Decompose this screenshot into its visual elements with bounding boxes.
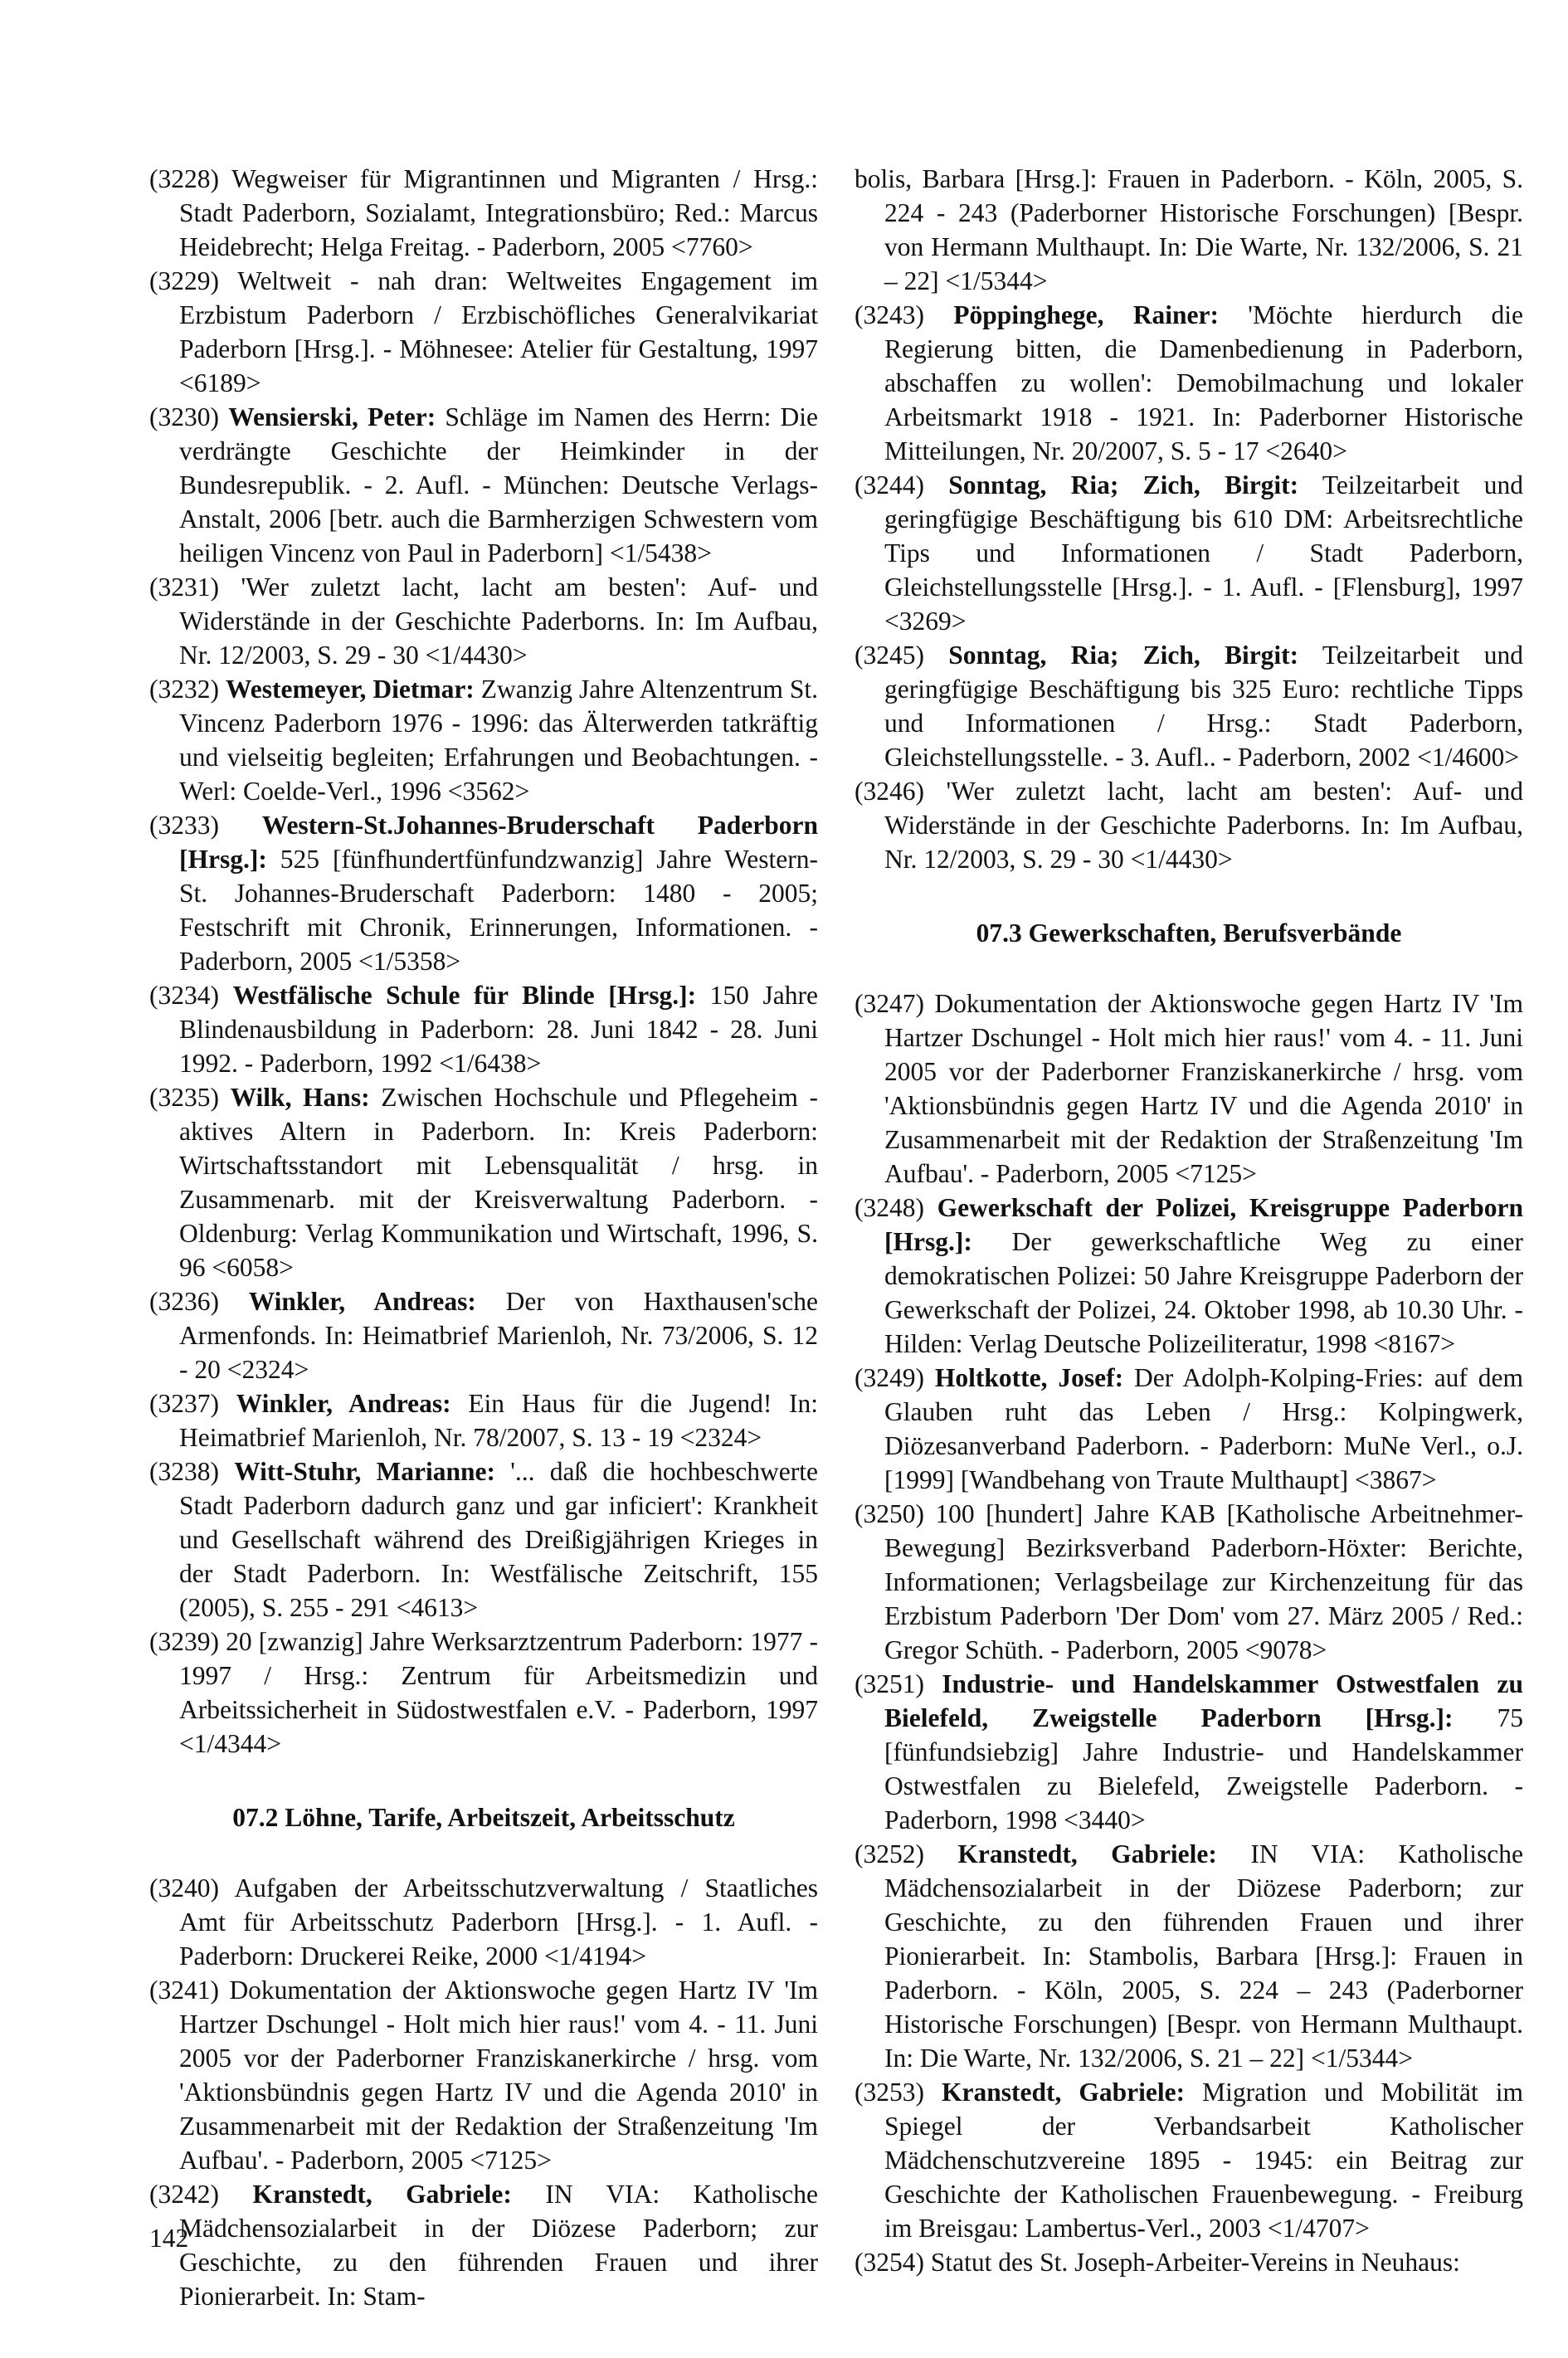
entry-author: Sonntag, Ria; Zich, Birgit: [948, 470, 1299, 499]
bibliography-entry [149, 2177, 818, 2313]
entry-text: 100 [hundert] Jahre KAB [Katholische Arbeitnehmer-Bewegung] Bezirksverband Paderborn-Höxter: Berichte, Informationen; Verlagsbeilage zur Kirchenzeitung für das Erzbistum Paderborn 'Der Dom' vom 27. März 2005 / Red.: Gregor Schüth. - Paderborn, 2005 <9078> [884, 1499, 1523, 1664]
bibliography-entry [149, 1454, 818, 1625]
bibliography-entry [149, 1871, 818, 1973]
entry-author: Western-St.Johannes-Bruderschaft Paderborn [Hrsg.]: [179, 811, 818, 874]
bibliography-entry [149, 1973, 818, 2177]
bibliography-entry [855, 468, 1523, 638]
bibliography-entry [855, 1191, 1523, 1361]
entry-author: Holtkotte, Josef: [934, 1363, 1124, 1392]
entry-text: '... daß die hochbeschwerte Stadt Paderborn dadurch ganz und gar inficiert': Krankheit und Gesellschaft während des Dreißigjährigen Krieges in der Stadt Paderborn. In: Westfälische Zeitschrift, 155 (2005), S. 255 - 291 <4613> [179, 1457, 819, 1622]
entry-text: IN VIA: Katholische Mädchensozialarbeit in der Diözese Paderborn; zur Geschichte, zu den führenden Frauen und ihrer Pionierarbeit. In: Stam- [179, 2180, 819, 2311]
entry-number: (3245) [855, 641, 924, 670]
entry-number: (3239) [149, 1627, 219, 1656]
entry-author: Gewerkschaft der Polizei, Kreisgruppe Paderborn [Hrsg.]: [884, 1193, 1523, 1256]
bibliography-entry [149, 1080, 818, 1284]
entry-number: (3232) [149, 675, 219, 704]
entry-text: Dokumentation der Aktionswoche gegen Hartz IV 'Im Hartzer Dschungel - Holt mich hier raus!' vom 4. - 11. Juni 2005 vor der Paderborner Franziskanerkirche / hrsg. vom 'Aktionsbündnis gegen Hartz IV und die Agenda 2010' in Zusammenarbeit mit der Redaktion der Straßenzeitung 'Im Aufbau'. - Paderborn, 2005 <7125> [179, 1976, 819, 2175]
bibliography-entry [149, 1386, 818, 1454]
entry-text: Ein Haus für die Jugend! In: Heimatbrief Marienloh, Nr. 78/2007, S. 13 - 19 <2324> [179, 1389, 818, 1452]
bibliography-entry [855, 638, 1523, 774]
bibliography-entry [149, 808, 818, 978]
entry-text: 525 [fünfhundertfünfundzwanzig] Jahre Western-St. Johannes-Bruderschaft Paderborn: 1480 - 2005; Festschrift mit Chronik, Erinnerungen, Informationen. - Paderborn, 2005 <1/5358> [179, 845, 818, 976]
entry-author: Westfälische Schule für Blinde [Hrsg.]: [232, 981, 697, 1010]
entry-number: (3237) [149, 1389, 219, 1418]
entry-number: (3247) [855, 989, 924, 1018]
entry-author: Wensierski, Peter: [228, 402, 436, 431]
entry-number: (3252) [855, 1839, 924, 1868]
bibliography-entry [855, 298, 1523, 468]
entry-number: (3249) [855, 1363, 924, 1392]
entry-number: (3234) [149, 981, 219, 1010]
entry-text: Statut des St. Joseph-Arbeiter-Vereins in Neuhaus: [930, 2248, 1460, 2277]
entry-text: Dokumentation der Aktionswoche gegen Hartz IV 'Im Hartzer Dschungel - Holt mich hier raus!' vom 4. - 11. Juni 2005 vor der Paderborner Franziskanerkirche / hrsg. vom 'Aktionsbündnis gegen Hartz IV und die Agenda 2010' in Zusammenarbeit mit der Redaktion der Straßenzeitung 'Im Aufbau'. - Paderborn, 2005 <7125> [884, 989, 1524, 1188]
section-heading: 07.3 Gewerkschaften, Berufsverbände [976, 918, 1402, 948]
left-column [149, 162, 818, 2313]
bibliography-entry [149, 1284, 818, 1386]
bibliography-entry [149, 672, 818, 808]
bibliography-entry [855, 1837, 1523, 2075]
entry-number: (3230) [149, 402, 219, 431]
bibliography-entry [149, 570, 818, 672]
bibliography-entry [855, 774, 1523, 876]
entry-text: IN VIA: Katholische Mädchensozialarbeit in der Diözese Paderborn; zur Geschichte, zu den führenden Frauen und ihrer Pionierarbeit. In: Stambolis, Barbara [Hrsg.]: Frauen in Paderborn. - Köln, 2005, S. 224 – 243 (Paderborner Historische Forschungen) [Bespr. von Hermann Multhaupt. In: Die Warte, Nr. 132/2006, S. 21 – 22] <1/5344> [884, 1839, 1524, 2073]
bibliography-entry [149, 264, 818, 400]
section-heading: 07.2 Löhne, Tarife, Arbeitszeit, Arbeitsschutz [232, 1803, 735, 1832]
entry-text: Migration und Mobilität im Spiegel der Verbandsarbeit Katholischer Mädchenschutzvereine 1895 - 1945: ein Beitrag zur Geschichte der Katholischen Frauenbewegung. - Freiburg im Breisgau: Lambertus-Verl., 2003 <1/4707> [884, 2078, 1523, 2243]
bibliography-entry [855, 1361, 1523, 1497]
bibliography-entry [855, 1497, 1523, 1667]
entry-number: (3253) [855, 2078, 924, 2107]
entry-text: 150 Jahre Blindenausbildung in Paderborn: 28. Juni 1842 - 28. Juni 1992. - Paderborn, 1992 <1/6438> [179, 981, 818, 1078]
entry-text: 75 [fünfundsiebzig] Jahre Industrie- und Handelskammer Ostwestfalen zu Bielefeld, Zweigstelle Paderborn. - Paderborn, 1998 <3440> [884, 1703, 1523, 1834]
entry-text: 'Möchte hierdurch die Regierung bitten, die Damenbedienung in Paderborn, abschaffen zu wollen': Demobilmachung und lokaler Arbeitsmarkt 1918 - 1921. In: Paderborner Historische Mitteilungen, Nr. 20/2007, S. 5 - 17 <2640> [884, 300, 1523, 465]
entry-number: (3250) [855, 1499, 924, 1528]
entry-continuation [855, 162, 1523, 298]
bibliography-entry [149, 978, 818, 1080]
entry-text: Der Adolph-Kolping-Fries: auf dem Glauben ruht das Leben / Hrsg.: Kolpingwerk, Diözesanverband Paderborn. - Paderborn: MuNe Verl., o.J. [1999] [Wandbehang von Traute Multhaupt] <3867> [884, 1363, 1524, 1494]
entry-author: Winkler, Andreas: [236, 1389, 451, 1418]
entry-author: Westemeyer, Dietmar: [225, 675, 475, 704]
entry-text: Aufgaben der Arbeitsschutzverwaltung / Staatliches Amt für Arbeitsschutz Paderborn [Hrsg.]. - 1. Aufl. - Paderborn: Druckerei Reike, 2000 <1/4194> [179, 1873, 818, 1971]
entry-author: Witt-Stuhr, Marianne: [234, 1457, 496, 1486]
entry-text: Schläge im Namen des Herrn: Die verdrängte Geschichte der Heimkinder in der Bundesrepublik. - 2. Aufl. - München: Deutsche Verlags-Anstalt, 2006 [betr. auch die Barmherzigen Schwestern vom heiligen Vincenz von Paul in Paderborn] <1/5438> [179, 402, 819, 568]
entry-number: (3243) [855, 300, 924, 329]
entry-text: 20 [zwanzig] Jahre Werksarztzentrum Paderborn: 1977 - 1997 / Hrsg.: Zentrum für Arbeitsmedizin und Arbeitssicherheit in Südostwestfalen e.V. - Paderborn, 1997 <1/4344> [179, 1627, 819, 1758]
entry-text: Teilzeitarbeit und geringfügige Beschäftigung bis 325 Euro: rechtliche Tipps und Informationen / Hrsg.: Stadt Paderborn, Gleichstellungsstelle. - 3. Aufl.. - Paderborn, 2002 <1/4600> [884, 641, 1524, 772]
entry-text: Der von Haxthausen'sche Armenfonds. In: Heimatbrief Marienloh, Nr. 73/2006, S. 12 - 20 <2324> [179, 1287, 818, 1384]
bibliography-entry [149, 400, 818, 570]
entry-author: Kranstedt, Gabriele: [942, 2078, 1186, 2107]
right-column [855, 162, 1523, 2279]
entry-number: (3242) [149, 2180, 219, 2209]
entry-text: bolis, Barbara [Hrsg.]: Frauen in Paderborn. - Köln, 2005, S. 224 - 243 (Paderborner Historische Forschungen) [Bespr. von Hermann Multhaupt. In: Die Warte, Nr. 132/2006, S. 21 – 22] <1/5344> [855, 164, 1523, 295]
entry-number: (3235) [149, 1083, 219, 1112]
entry-number: (3251) [855, 1669, 924, 1698]
entry-author: Kranstedt, Gabriele: [957, 1839, 1217, 1868]
entry-text: Zwanzig Jahre Altenzentrum St. Vincenz Paderborn 1976 - 1996: das Älterwerden tatkräftig und vielseitig begleiten; Erfahrungen und Beobachtungen. - Werl: Coelde-Verl., 1996 <3562> [179, 675, 819, 806]
entry-number: (3233) [149, 811, 219, 840]
entry-text: 'Wer zuletzt lacht, lacht am besten': Auf- und Widerstände in der Geschichte Paderborns. In: Im Aufbau, Nr. 12/2003, S. 29 - 30 <1/4430> [179, 572, 819, 670]
entry-text: Der gewerkschaftliche Weg zu einer demokratischen Polizei: 50 Jahre Kreisgruppe Paderborn der Gewerkschaft der Polizei, 24. Oktober 1998, ab 10.30 Uhr. - Hilden: Verlag Deutsche Polizeiliteratur, 1998 <8167> [884, 1227, 1523, 1358]
entry-text: Zwischen Hochschule und Pflegeheim - aktives Altern in Paderborn. In: Kreis Paderborn: Wirtschaftsstandort mit Lebensqualität / hrsg. in Zusammenarb. mit der Kreisverwaltung Paderborn. - Oldenburg: Verlag Kommunikation und Wirtschaft, 1996, S. 96 <6058> [179, 1083, 819, 1282]
entry-author: Winkler, Andreas: [248, 1287, 476, 1316]
bibliography-entry [855, 987, 1523, 1191]
bibliography-entry [149, 1625, 818, 1761]
entry-author: Wilk, Hans: [230, 1083, 370, 1112]
entry-text: 'Wer zuletzt lacht, lacht am besten': Auf- und Widerstände in der Geschichte Paderborns. In: Im Aufbau, Nr. 12/2003, S. 29 - 30 <1/4430> [884, 777, 1524, 874]
entry-number: (3236) [149, 1287, 219, 1316]
entry-author: Pöppinghege, Rainer: [953, 300, 1219, 329]
entry-number: (3240) [149, 1873, 219, 1902]
bibliography-entry [855, 2245, 1523, 2279]
page-number: 142 [149, 2224, 189, 2253]
entry-number: (3238) [149, 1457, 219, 1486]
entry-number: (3244) [855, 470, 924, 499]
entry-number: (3248) [855, 1193, 924, 1222]
entry-number: (3246) [855, 777, 924, 806]
entry-author: Sonntag, Ria; Zich, Birgit: [948, 641, 1299, 670]
entry-number: (3229) [149, 266, 219, 295]
entry-number: (3228) [149, 164, 219, 193]
entry-text: Wegweiser für Migrantinnen und Migranten / Hrsg.: Stadt Paderborn, Sozialamt, Integrationsbüro; Red.: Marcus Heidebrecht; Helga Freitag. - Paderborn, 2005 <7760> [179, 164, 818, 261]
entry-author: Kranstedt, Gabriele: [252, 2180, 512, 2209]
bibliography-entry [855, 2075, 1523, 2245]
entry-text: Weltweit - nah dran: Weltweites Engagement im Erzbistum Paderborn / Erzbischöfliches Generalvikariat Paderborn [Hrsg.]. - Möhnesee: Atelier für Gestaltung, 1997 <6189> [179, 266, 818, 397]
entry-number: (3254) [855, 2248, 924, 2277]
entry-number: (3231) [149, 572, 219, 602]
bibliography-entry [855, 1667, 1523, 1837]
entry-author: Industrie- und Handelskammer Ostwestfalen zu Bielefeld, Zweigstelle Paderborn [Hrsg.]: [884, 1669, 1523, 1732]
bibliography-entry [149, 162, 818, 264]
entry-number: (3241) [149, 1976, 219, 2005]
entry-text: Teilzeitarbeit und geringfügige Beschäftigung bis 610 DM: Arbeitsrechtliche Tips und Informationen / Stadt Paderborn, Gleichstellungsstelle [Hrsg.]. - 1. Aufl. - [Flensburg], 1997 <3269> [884, 470, 1524, 636]
